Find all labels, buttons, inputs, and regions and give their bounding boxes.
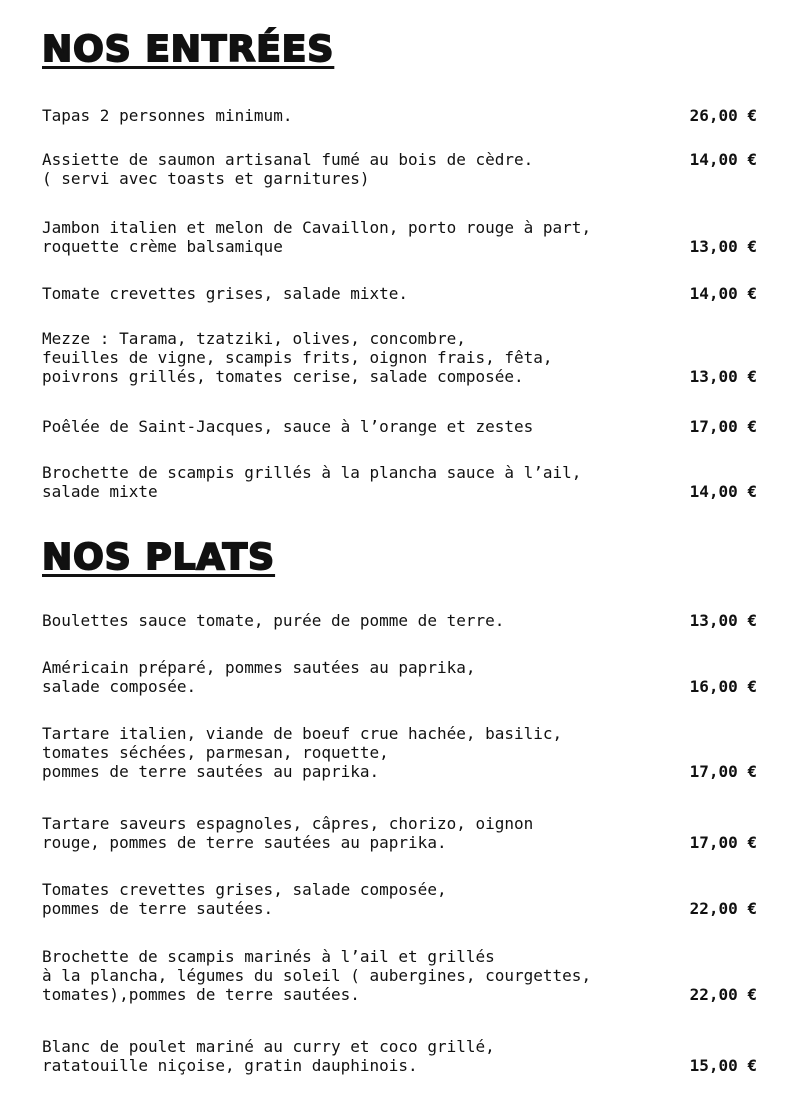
menu-item-description: Brochette de scampis grillés à la plancha sauce à l’ail, salade mixte (42, 463, 582, 501)
menu-item (42, 417, 757, 436)
menu-item-price: 26,00 € (689, 106, 757, 125)
menu-item (42, 284, 757, 303)
menu-item-price: 17,00 € (689, 833, 757, 852)
menu-item-description: Tartare saveurs espagnoles, câpres, chorizo, oignon rouge, pommes de terre sautées au paprika. (42, 814, 534, 852)
menu-item-description: Américain préparé, pommes sautées au paprika, salade composée. (42, 658, 476, 696)
menu-item-description: Mezze : Tarama, tzatziki, olives, concombre, feuilles de vigne, scampis frits, oignon frais, fêta, poivrons grillés, tomates cerise, salade composée. (42, 329, 553, 386)
menu-item (42, 947, 757, 1004)
menu-item-description: Tapas 2 personnes minimum. (42, 106, 293, 125)
menu-item-description: Boulettes sauce tomate, purée de pomme de terre. (42, 611, 505, 630)
menu-item-price: 16,00 € (689, 677, 757, 696)
menu-item-price: 13,00 € (689, 367, 757, 386)
section-title-entrees: NOS ENTRÉES (42, 29, 335, 70)
menu-item-description: Tartare italien, viande de boeuf crue hachée, basilic, tomates séchées, parmesan, roquette, pommes de terre sautées au paprika. (42, 724, 563, 781)
menu-item-description: Assiette de saumon artisanal fumé au bois de cèdre. ( servi avec toasts et garnitures) (42, 150, 534, 188)
menu-item-description: Tomates crevettes grises, salade composée, pommes de terre sautées. (42, 880, 447, 918)
menu-item (42, 329, 757, 386)
menu-item-description: Blanc de poulet mariné au curry et coco grillé, ratatouille niçoise, gratin dauphinois. (42, 1037, 495, 1075)
menu-item-description: Jambon italien et melon de Cavaillon, porto rouge à part, roquette crème balsamique (42, 218, 592, 256)
menu-item (42, 218, 757, 256)
menu-item-price: 14,00 € (689, 482, 757, 501)
menu-item-price: 14,00 € (689, 284, 757, 303)
menu-item (42, 150, 757, 188)
menu-item-price: 15,00 € (689, 1056, 757, 1075)
menu-item (42, 463, 757, 501)
menu-item (42, 106, 757, 125)
menu-item-price: 17,00 € (689, 417, 757, 436)
menu-item (42, 1037, 757, 1075)
menu-item-price: 22,00 € (689, 985, 757, 1004)
menu-item-price: 13,00 € (689, 237, 757, 256)
menu-item (42, 611, 757, 630)
menu-item-description: Poêlée de Saint-Jacques, sauce à l’orange et zestes (42, 417, 534, 436)
menu-item-price: 14,00 € (689, 150, 757, 169)
menu-item (42, 658, 757, 696)
menu-item-description: Tomate crevettes grises, salade mixte. (42, 284, 409, 303)
menu-item-price: 22,00 € (689, 899, 757, 918)
menu-item-price: 17,00 € (689, 762, 757, 781)
menu-item (42, 814, 757, 852)
menu-item-price: 13,00 € (689, 611, 757, 630)
menu-item-description: Brochette de scampis marinés à l’ail et grillés à la plancha, légumes du soleil ( aubergines, courgettes, tomates),pommes de terre sautées. (42, 947, 592, 1004)
section-title-plats: NOS PLATS (42, 537, 276, 578)
menu-item (42, 724, 757, 781)
menu-item (42, 880, 757, 918)
